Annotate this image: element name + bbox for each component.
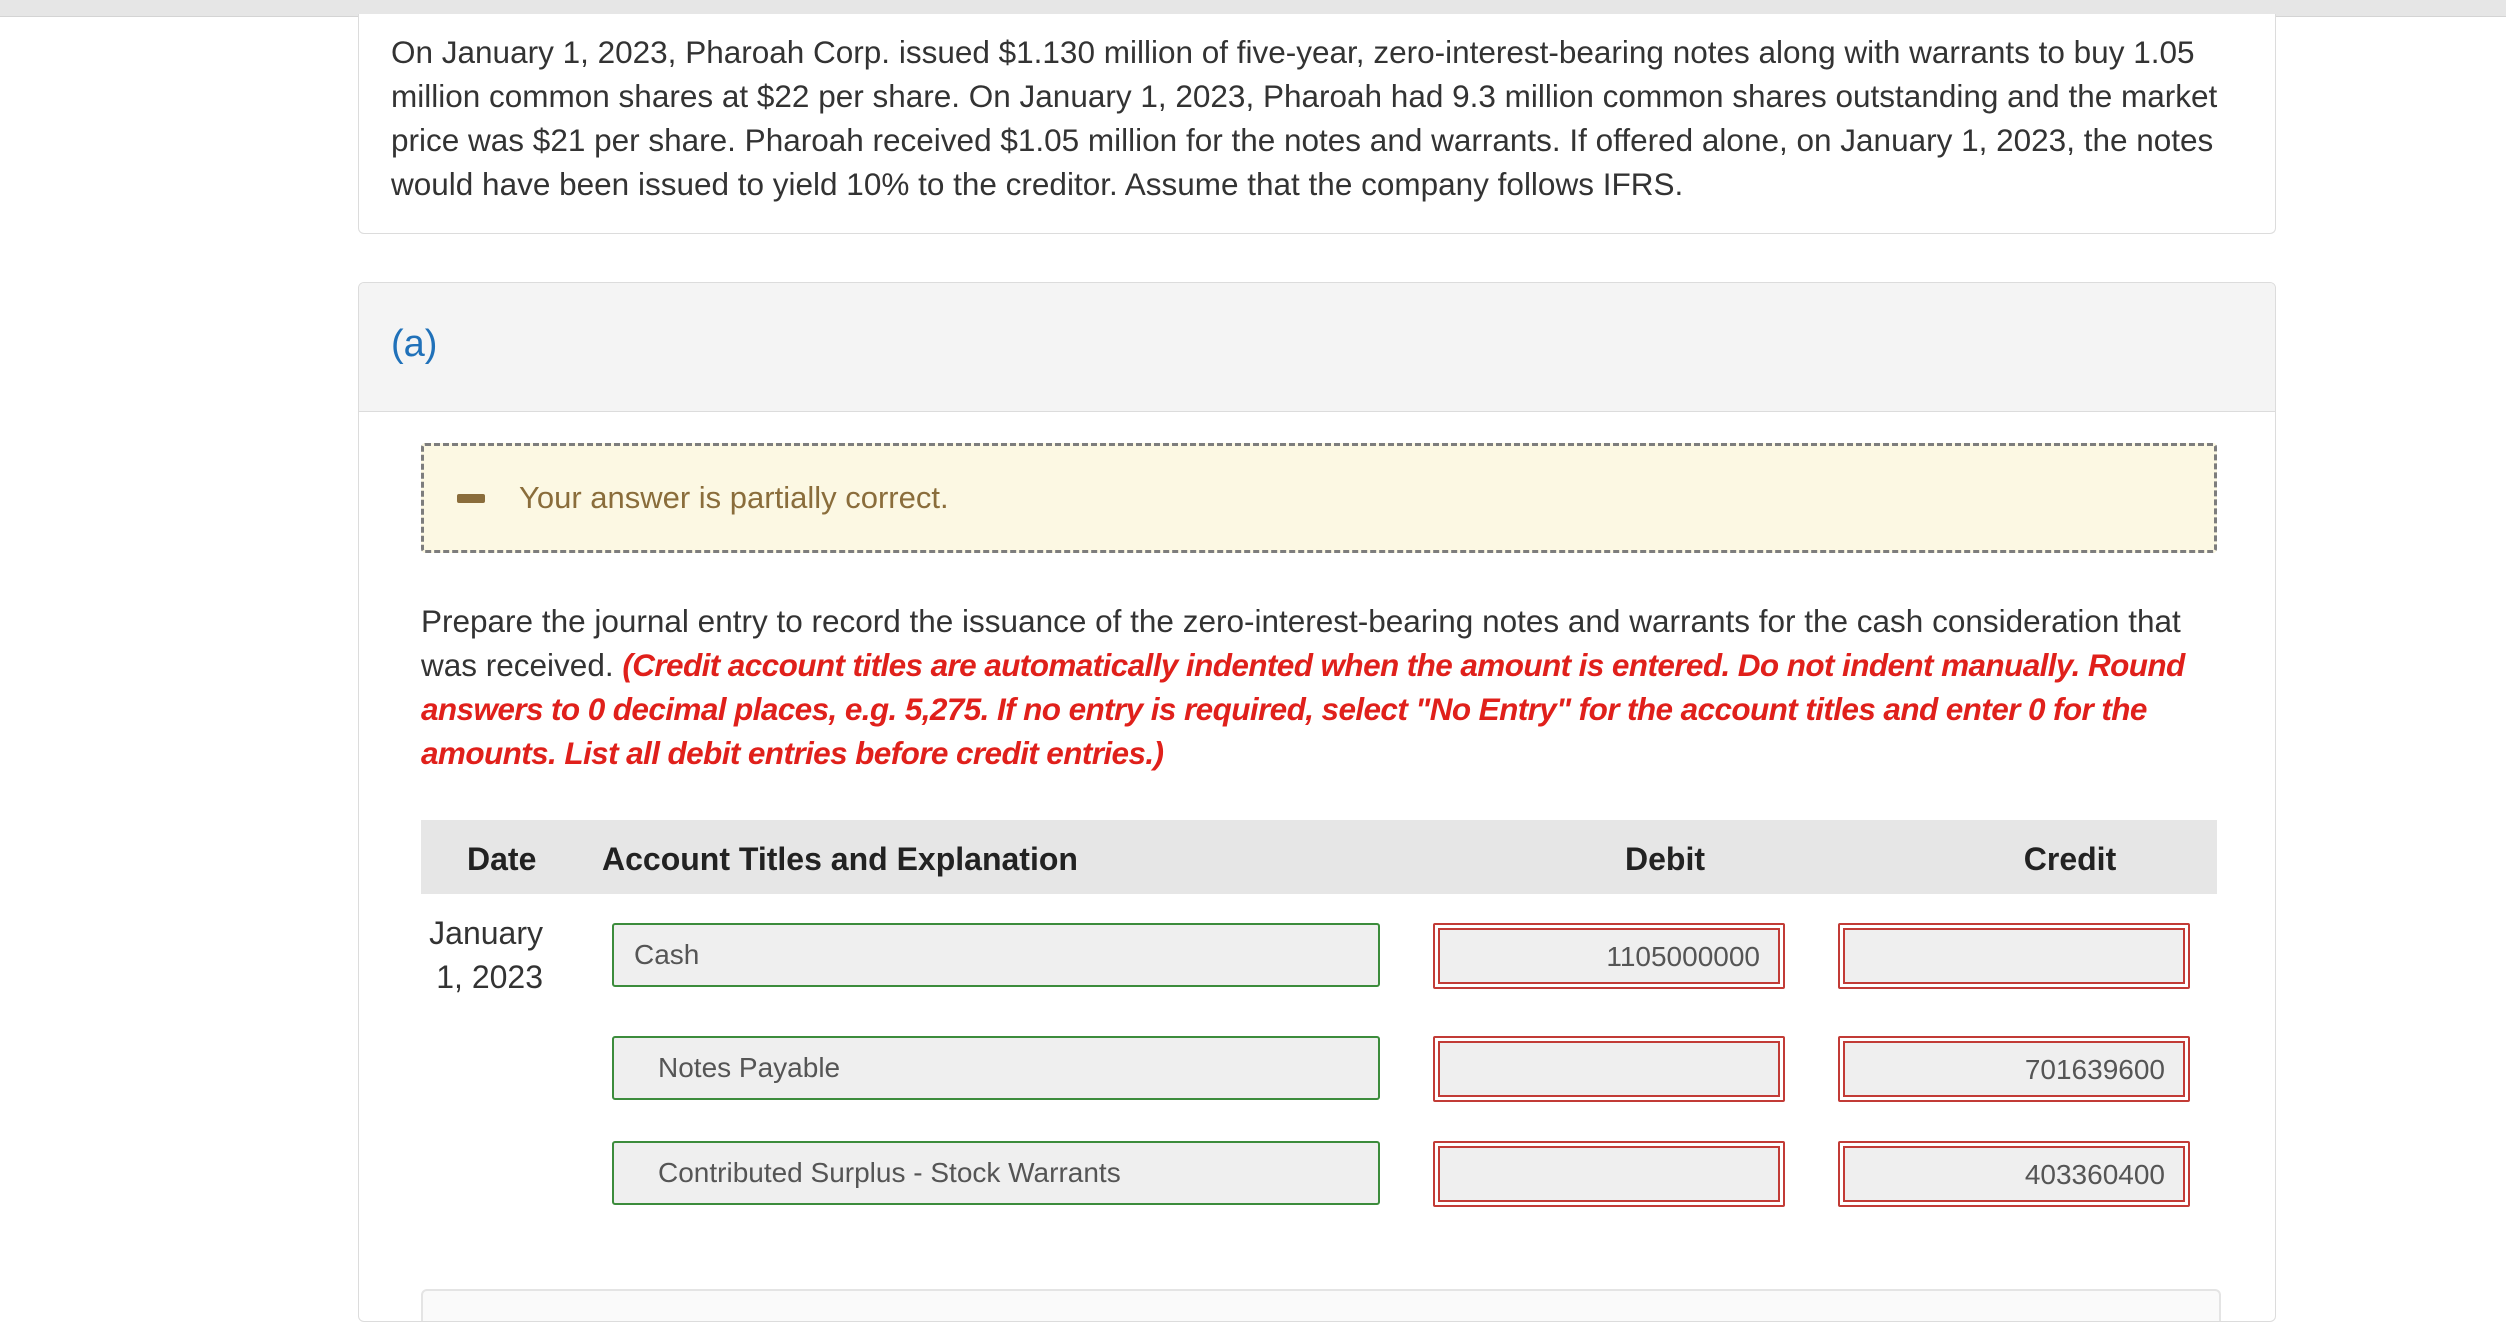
credit-input[interactable] [1838,1036,2190,1102]
part-label: (a) [391,323,438,365]
date-year: 1, 2023 [436,959,543,995]
journal-table-header [421,820,2217,894]
instructions-note: (Credit account titles are automatically indented when the amount is entered. Do not indent manually. Round answers to 0 decimal places, e.g. 5,275. If no entry is required, select "No Entry" for the account titles and enter 0 for the amounts. List all debit entries before credit entries.) [421,647,2185,771]
credit-value [1843,928,2185,984]
debit-input[interactable] [1433,923,1785,989]
entry-date [421,911,543,999]
header-date: Date [467,841,537,877]
date-month: January [429,915,543,951]
debit-value [1438,1146,1780,1202]
credit-input[interactable] [1838,1141,2190,1207]
debit-input[interactable] [1433,1141,1785,1207]
feedback-text: Your answer is partially correct. [519,480,949,515]
credit-value: 701639600 [1843,1041,2185,1097]
feedback-banner [421,443,2217,553]
account-title-field[interactable] [612,1036,1380,1100]
debit-value: 1105000000 [1438,928,1780,984]
credit-input[interactable] [1838,923,2190,989]
account-title-field[interactable] [612,1141,1380,1205]
debit-input[interactable] [1433,1036,1785,1102]
header-debit: Debit [1625,841,1705,877]
instructions-text: Prepare the journal entry to record the issuance of the zero-interest-bearing notes and warrants for the cash consideration that was received. [421,603,2181,683]
credit-value: 403360400 [1843,1146,2185,1202]
partial-correct-icon [457,494,485,503]
debit-value [1438,1041,1780,1097]
account-title-field[interactable] [612,923,1380,987]
header-credit: Credit [2023,841,2117,877]
problem-text: On January 1, 2023, Pharoah Corp. issued $1.130 million of five-year, zero-interest-bearing notes along with warrants to buy 1.05 million common shares at $22 per share. On January 1, 2023, Pharoah had 9.3 million common shares outstanding and the market price was $21 per share. Pharoah received $1.05 million for the notes and warrants. If offered alone, on January 1, 2023, the notes would have been issued to yield 10% to the creditor. Assume that the company follows IFRS. [391,34,2218,202]
part-header [359,283,2275,412]
next-section-card [421,1289,2221,1322]
header-account: Account Titles and Explanation [602,841,1078,877]
part-a-card [358,282,2276,1322]
question-instructions [421,599,2221,775]
problem-statement-card [358,14,2276,234]
